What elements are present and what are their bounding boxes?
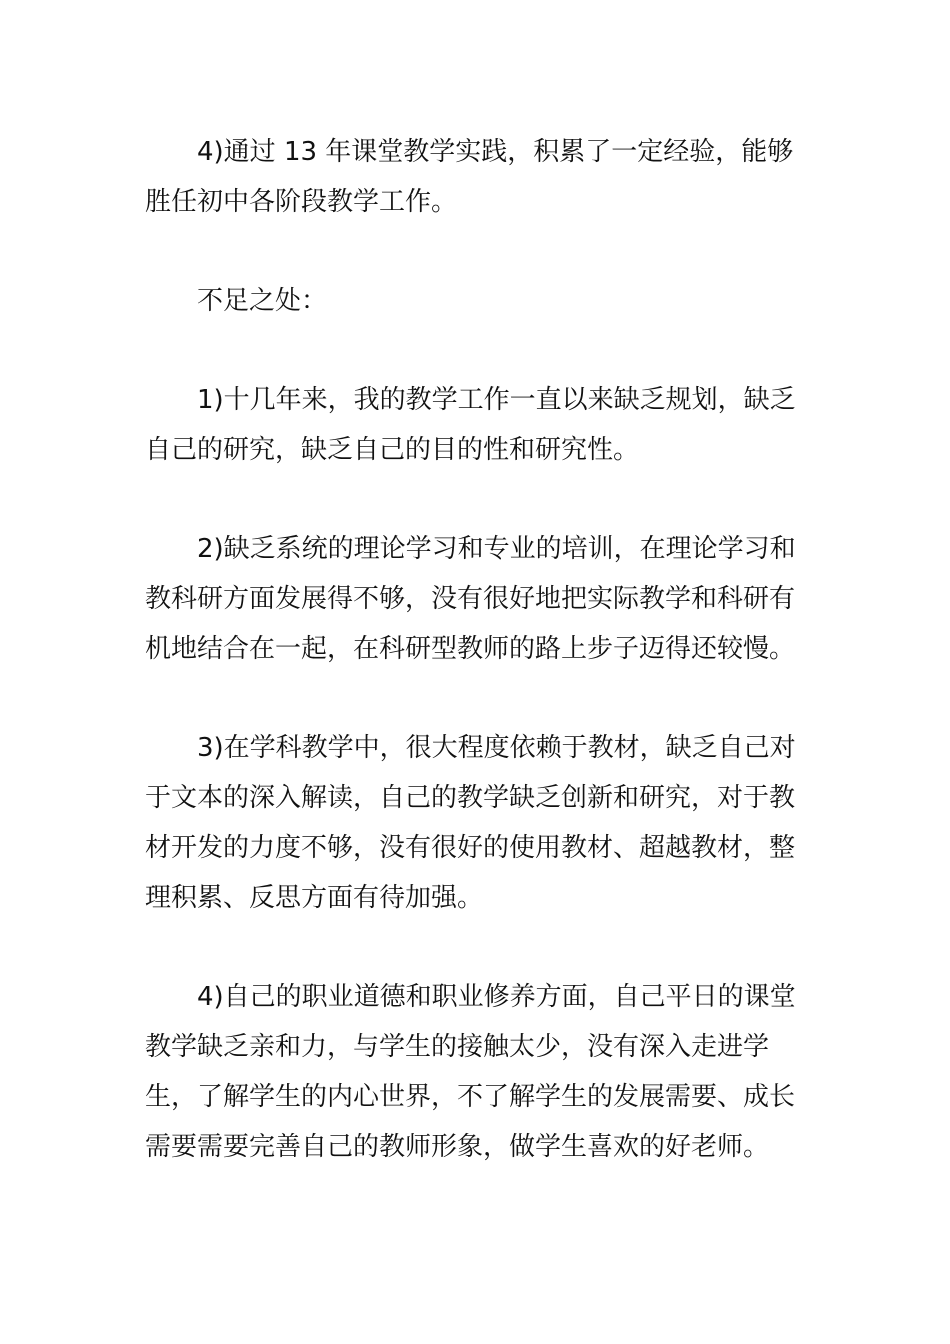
paragraph-shortcomings-heading: 不足之处： [197, 286, 328, 316]
paragraph-shortcoming-3: 3)在学科教学中，很大程度依赖于教材，缺乏自己对于文本的深入解读，自己的教学缺乏创新和研究，对于教材开发的力度不够，没有很好的使用教材、超越教材，整理积累、反思方面有待加强。 [145, 733, 796, 913]
paragraph-shortcoming-4: 4)自己的职业道德和职业修养方面，自己平日的课堂教学缺乏亲和力，与学生的接触太少，没有深入走进学生，了解学生的内心世界，不了解学生的发展需要、成长需要需要完善自己的教师形象，做学生喜欢的好老师。 [145, 982, 796, 1162]
paragraph-shortcoming-2: 2)缺乏系统的理论学习和专业的培训，在理论学习和教科研方面发展得不够，没有很好地把实际教学和科研有机地结合在一起，在科研型教师的路上步子迈得还较慢。 [145, 534, 796, 664]
paragraph-experience: 4)通过 13 年课堂教学实践，积累了一定经验，能够胜任初中各阶段教学工作。 [145, 137, 794, 217]
paragraph-shortcoming-1: 1)十几年来，我的教学工作一直以来缺乏规划，缺乏自己的研究，缺乏自己的目的性和研究性。 [145, 385, 796, 465]
